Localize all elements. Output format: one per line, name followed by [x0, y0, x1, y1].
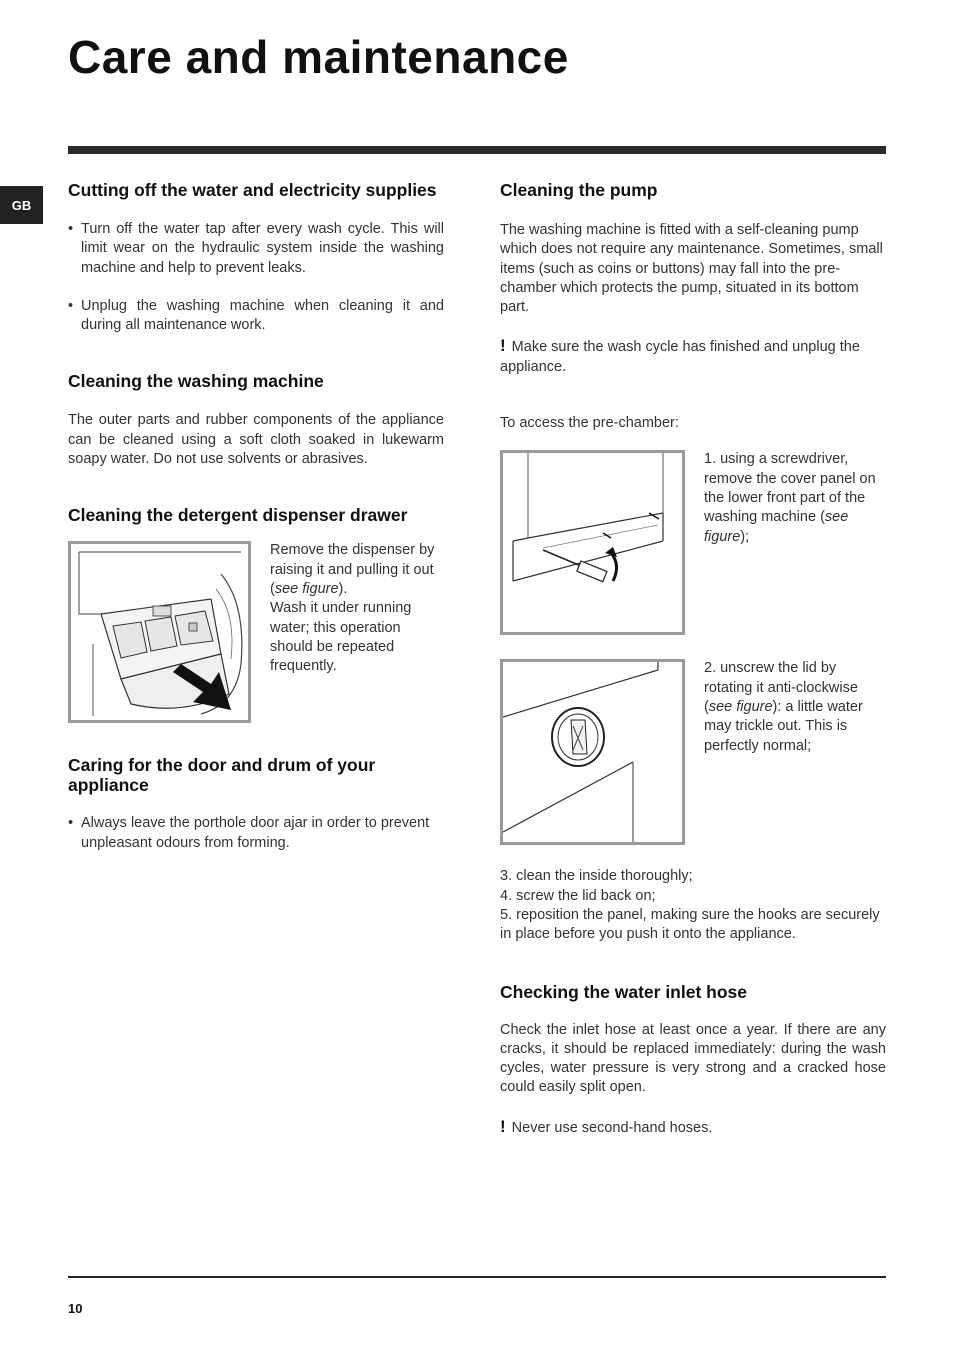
cleaning-machine-heading: Cleaning the washing machine — [68, 371, 324, 392]
warning-icon: ! — [500, 1116, 506, 1136]
bullet-icon: • — [68, 221, 74, 237]
cutting-off-section — [68, 180, 444, 335]
cleaning-machine-section — [68, 371, 444, 469]
page-title: Care and maintenance — [68, 31, 569, 83]
bullet-icon: • — [68, 297, 74, 314]
step-3: 3. clean the inside thoroughly; — [500, 868, 693, 885]
dispenser-drawer-figure — [68, 541, 251, 723]
step1-figure-row — [500, 450, 886, 635]
cover-panel-figure — [500, 450, 685, 635]
pump-section — [500, 180, 886, 945]
left-column — [68, 180, 444, 853]
footer-rule — [68, 1276, 886, 1278]
door-drum-heading: Caring for the door and drum of your appliance — [68, 755, 376, 796]
cleaning-machine-text: The outer parts and rubber components of the appliance can be cleaned using a soft cloth soaked in lukewarm soapy water. Do not use solvents or abrasives. — [68, 412, 444, 468]
door-drum-section — [68, 755, 444, 853]
language-tab: GB — [0, 186, 43, 224]
detergent-drawer-section — [68, 505, 444, 723]
warning-icon: ! — [500, 336, 506, 356]
detergent-drawer-heading: Cleaning the detergent dispenser drawer — [68, 505, 408, 526]
dispenser-caption: Remove the dispenser by raising it and pulling it out (see figure). Wash it under running water; this operation should be repeated frequently. — [270, 542, 435, 675]
inlet-hose-heading: Checking the water inlet hose — [500, 981, 747, 1002]
inlet-hose-text: Check the inlet hose at least once a year. If there are any cracks, it should be replaced immediately: during the wash cycles, water pressure is very strong and a cracked hose could easily split open. — [500, 1021, 886, 1096]
pump-text: The washing machine is fitted with a self-cleaning pump which does not require any maintenance. Sometimes, small items (such as coins or buttons) may fall into the pre-chamber which protects the pump, situated in its bottom part. — [500, 222, 883, 316]
page-number: 10 — [68, 1301, 83, 1316]
right-column — [500, 180, 886, 1138]
cutting-off-heading: Cutting off the water and electricity supplies — [68, 180, 437, 200]
access-intro: To access the pre-chamber: — [500, 415, 679, 432]
step-4: 4. screw the lid back on; — [500, 887, 656, 904]
step2-figure-row — [500, 659, 886, 845]
header-rule — [68, 146, 886, 154]
step2-caption: 2. unscrew the lid by rotating it anti-clockwise (see figure): a little water may trickle out. This is perfectly normal; — [704, 660, 863, 754]
pump-warning: ! Make sure the wash cycle has finished and unplug the appliance. — [500, 336, 860, 375]
list-item: • Always leave the porthole door ajar in order to prevent unpleasant odours from forming. — [68, 814, 444, 853]
detergent-drawer-figure-row — [68, 541, 444, 723]
pump-lid-figure — [500, 659, 685, 845]
pump-steps — [500, 867, 886, 944]
list-item: • Unplug the washing machine when cleaning it and during all maintenance work. — [68, 297, 444, 336]
inlet-hose-section — [500, 982, 886, 1138]
step-5: 5. reposition the panel, making sure the hooks are securely in place before you push it onto the appliance. — [500, 906, 880, 943]
inlet-hose-warning: ! Never use second-hand hoses. — [500, 1116, 713, 1136]
step1-caption: 1. using a screwdriver, remove the cover panel on the lower front part of the washing machine (see figure); — [704, 451, 876, 545]
bullet-icon: • — [68, 815, 74, 832]
pump-heading: Cleaning the pump — [500, 180, 658, 200]
list-item: • Turn off the water tap after every wash cycle. This will limit wear on the hydraulic system inside the washing machine and help to prevent leaks. — [68, 220, 444, 278]
